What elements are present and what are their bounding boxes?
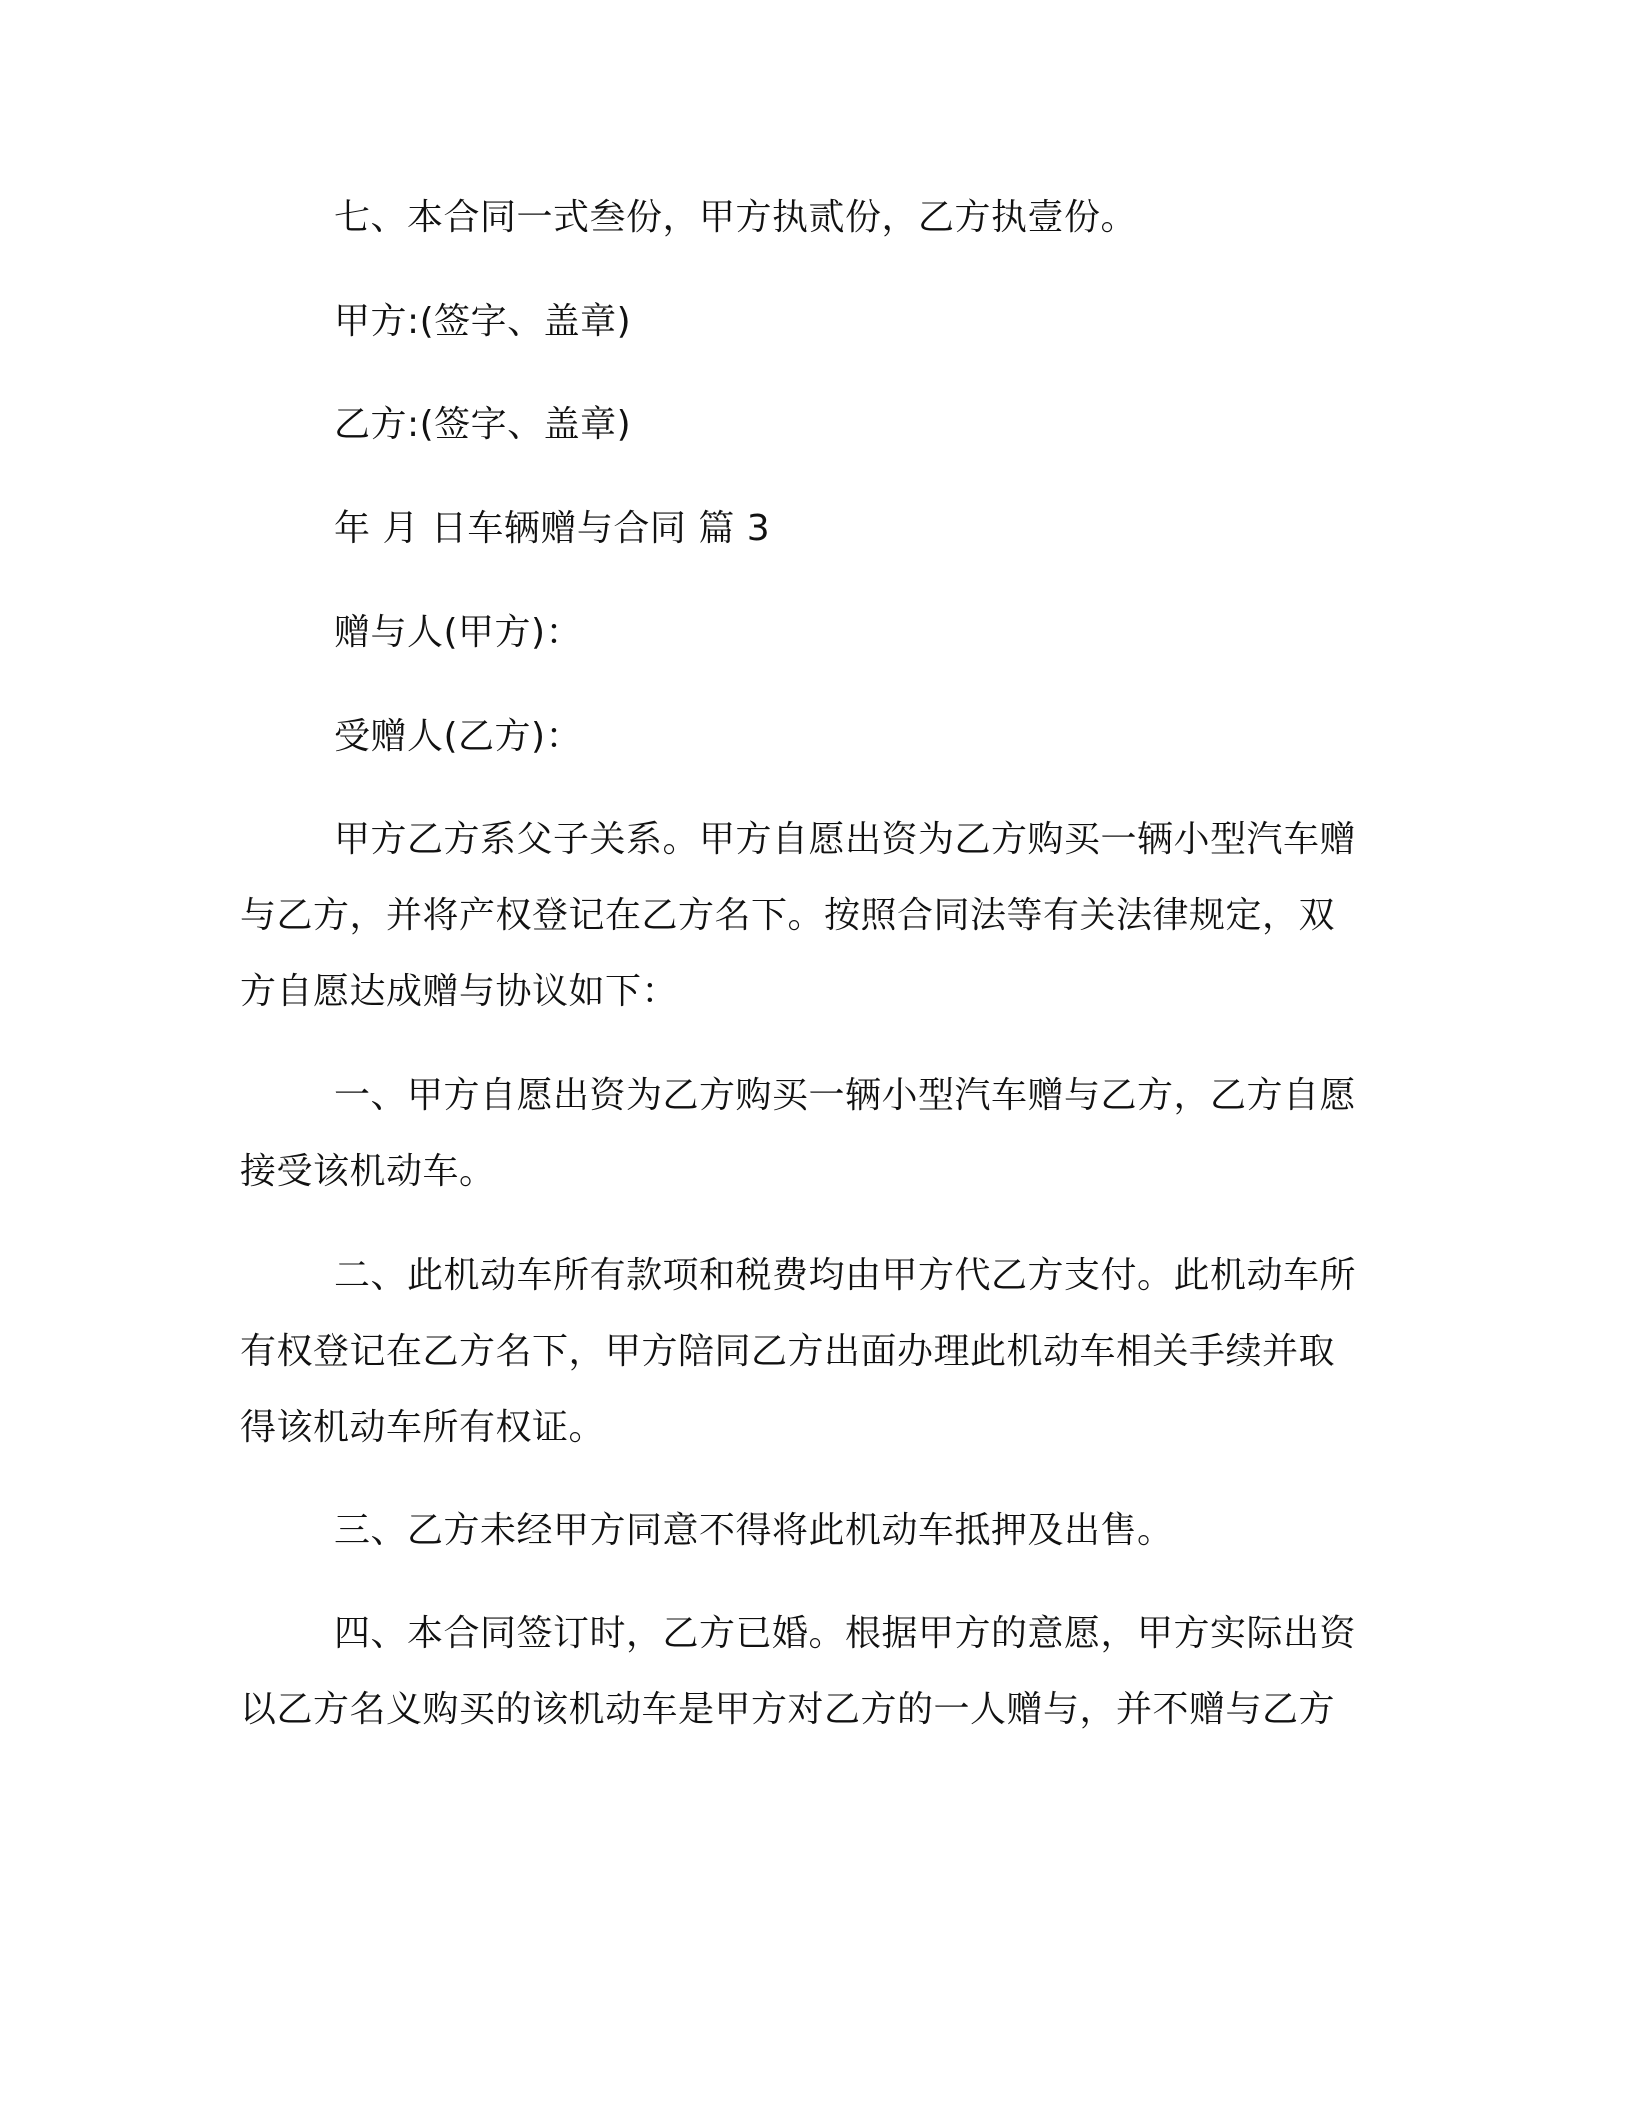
donor-line: 赠与人(甲方)：: [334, 612, 583, 653]
donee-line: 受赠人(乙方)：: [334, 716, 583, 757]
clause-three: 三、乙方未经甲方同意不得将此机动车抵押及出售。: [334, 1510, 1174, 1551]
clause-two-line: 有权登记在乙方名下，甲方陪同乙方出面办理此机动车相关手续并取: [240, 1331, 1336, 1372]
intro-paragraph-line: 方自愿达成赠与协议如下：: [240, 971, 679, 1012]
party-b-signature-line: 乙方:(签字、盖章): [334, 404, 632, 445]
clause-seven: 七、本合同一式叁份，甲方执贰份，乙方执壹份。: [334, 197, 1138, 238]
party-a-signature-line: 甲方:(签字、盖章): [334, 301, 632, 342]
intro-paragraph-line: 甲方乙方系父子关系。甲方自愿出资为乙方购买一辆小型汽车赠: [334, 819, 1357, 860]
date-and-contract-title: 年 月 日车辆赠与合同 篇 3: [334, 508, 771, 549]
clause-four-line: 四、本合同签订时，乙方已婚。根据甲方的意愿，甲方实际出资: [334, 1613, 1357, 1654]
clause-two-line: 得该机动车所有权证。: [240, 1407, 606, 1448]
clause-two-line: 二、此机动车所有款项和税费均由甲方代乙方支付。此机动车所: [334, 1255, 1357, 1296]
clause-one-line: 接受该机动车。: [240, 1151, 496, 1192]
clause-one-line: 一、甲方自愿出资为乙方购买一辆小型汽车赠与乙方，乙方自愿: [334, 1075, 1357, 1116]
clause-four-line: 以乙方名义购买的该机动车是甲方对乙方的一人赠与，并不赠与乙方: [240, 1689, 1336, 1730]
intro-paragraph-line: 与乙方，并将产权登记在乙方名下。按照合同法等有关法律规定，双: [240, 895, 1336, 936]
